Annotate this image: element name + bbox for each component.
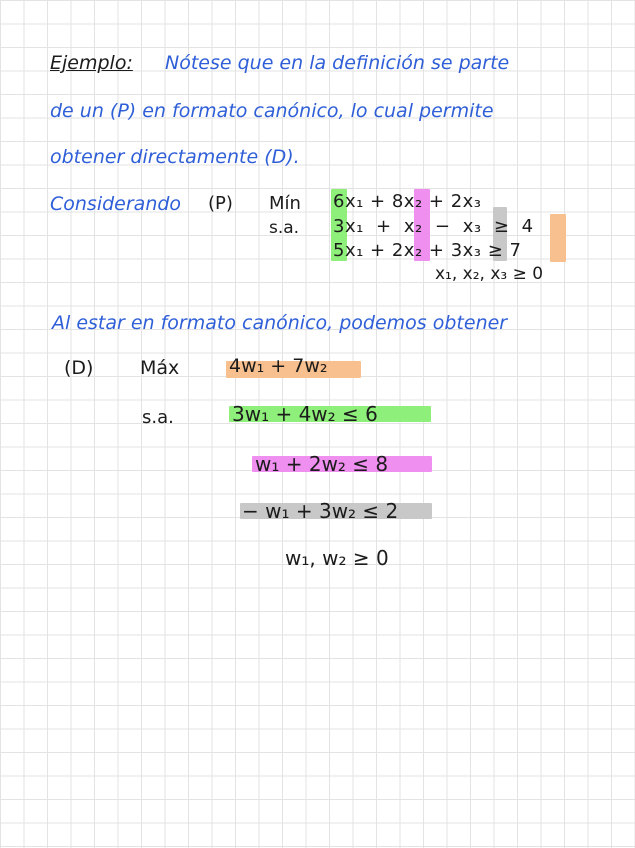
primal-min-keyword: Mín: [269, 193, 301, 214]
primal-constraint-2: 5x₁ + 2x₂ + 3x₃ ≥ 7: [333, 240, 522, 261]
example-label: Ejemplo:: [50, 52, 133, 74]
dual-constraint-3: − w₁ + 3w₂ ≤ 2: [242, 499, 399, 523]
dual-constraint-1: 3w₁ + 4w₂ ≤ 6: [232, 402, 378, 426]
dual-nonnegativity: w₁, w₂ ≥ 0: [285, 546, 389, 570]
intro-line-3: obtener directamente (D).: [50, 146, 300, 168]
intro-line-1: Nótese que en la definición se parte: [165, 52, 510, 74]
primal-nonnegativity: x₁, x₂, x₃ ≥ 0: [435, 264, 544, 284]
intro-line-2: de un (P) en formato canónico, lo cual permite: [50, 100, 494, 122]
considering-label: Considerando: [50, 193, 182, 215]
primal-name: (P): [208, 193, 233, 214]
dual-objective: 4w₁ + 7w₂: [229, 355, 328, 377]
dual-st-keyword: s.a.: [142, 407, 174, 428]
primal-constraint-1: 3x₁ + x₂ − x₃ ≥ 4: [333, 216, 534, 237]
primal-rhs-highlight: [550, 214, 566, 262]
primal-st-keyword: s.a.: [269, 218, 300, 238]
dual-name: (D): [64, 357, 94, 379]
dual-max-keyword: Máx: [140, 357, 180, 379]
dual-constraint-2: w₁ + 2w₂ ≤ 8: [255, 452, 389, 476]
transition-line: Al estar en formato canónico, podemos obtener: [52, 312, 508, 334]
primal-objective: 6x₁ + 8x₂ + 2x₃: [333, 191, 482, 212]
